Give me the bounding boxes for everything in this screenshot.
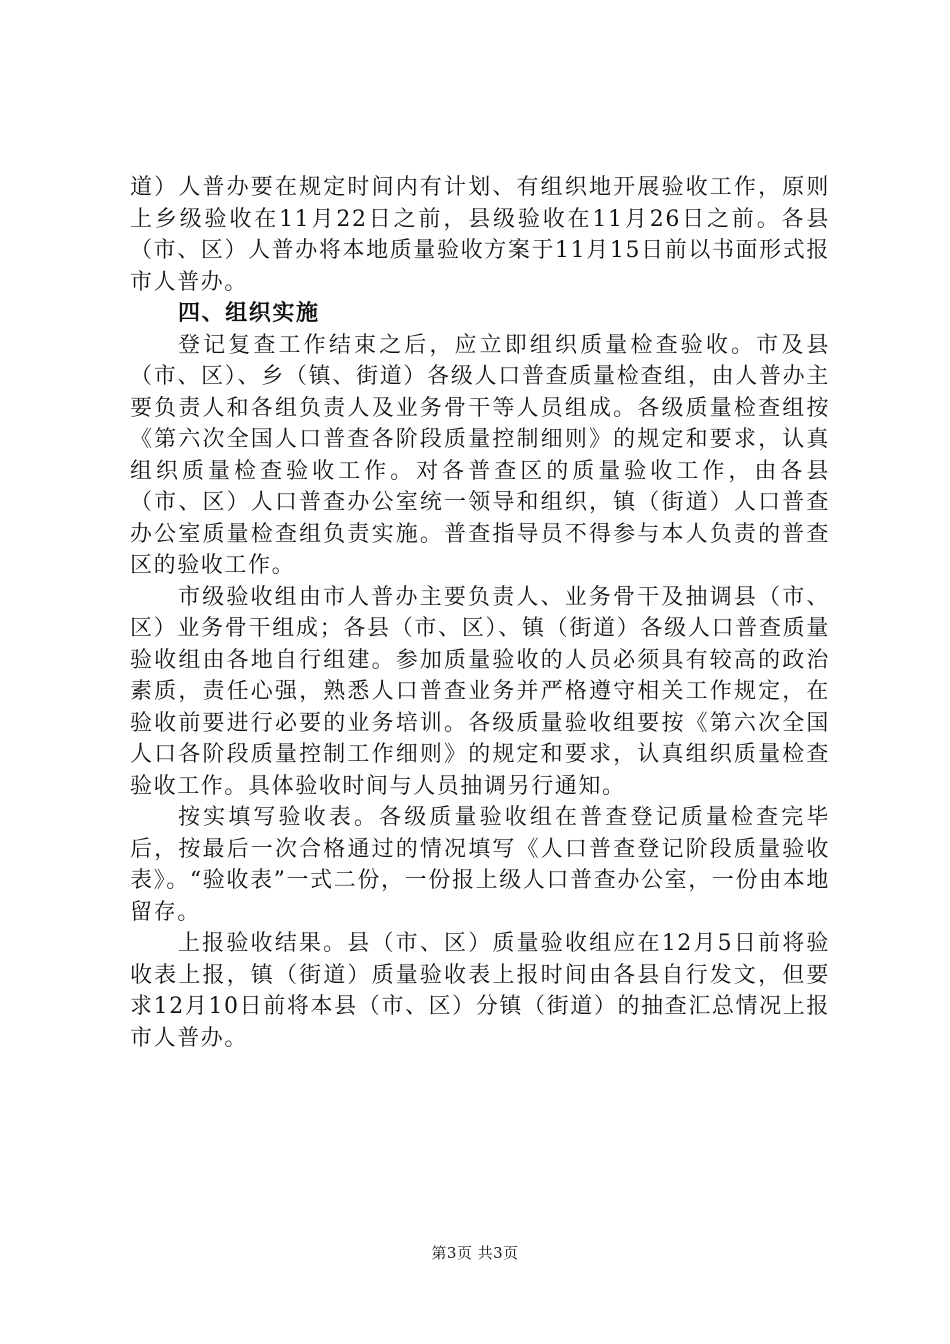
- paragraph-organization: 登记复查工作结束之后，应立即组织质量检查验收。市及县（市、区）、乡（镇、街道）各级人口普查质量检查组，由人普办主要负责人和各组负责人及业务骨干等人员组成。各级质量检查组按《第六次全国人口普查各阶段质量控制细则》的规定和要求，认真组织质量检查验收工作。对各普查区的质量验收工作，由各县（市、区）人口普查办公室统一领导和组织，镇（街道）人口普查办公室质量检查组负责实施。普查指导员不得参与本人负责的普查区的验收工作。: [130, 332, 830, 578]
- paragraph-report-results: 上报验收结果。县（市、区）质量验收组应在12月5日前将验收表上报，镇（街道）质量验收表上报时间由各县自行发文，但要求12月10日前将本县（市、区）分镇（街道）的抽查汇总情况上报市人普办。: [130, 931, 830, 1051]
- paragraph-acceptance-group: 市级验收组由市人普办主要负责人、业务骨干及抽调县（市、区）业务骨干组成；各县（市、区）、镇（街道）各级人口普查质量验收组由各地自行组建。参加质量验收的人员必须具有较高的政治素质，责任心强，熟悉人口普查业务并严格遵守相关工作规定，在验收前要进行必要的业务培训。各级质量验收组要按《第六次全国人口各阶段质量控制工作细则》的规定和要求，认真组织质量检查验收工作。具体验收时间与人员抽调另行通知。: [130, 584, 830, 799]
- document-body: [130, 172, 830, 1054]
- section-heading: 四、组织实施: [178, 301, 320, 326]
- paragraph-continuation: 道）人普办要在规定时间内有计划、有组织地开展验收工作，原则上乡级验收在11月22日之前，县级验收在11月26日之前。各县（市、区）人普办将本地质量验收方案于11月15日前以书面形式报市人普办。: [130, 175, 830, 295]
- paragraph-fill-form: 按实填写验收表。各级质量验收组在普查登记质量检查完毕后，按最后一次合格通过的情况填写《人口普查登记阶段质量验收表》。“验收表”一式二份，一份报上级人口普查办公室，一份由本地留存。: [130, 805, 830, 925]
- page-number-footer: 第3页 共3页: [431, 1244, 519, 1262]
